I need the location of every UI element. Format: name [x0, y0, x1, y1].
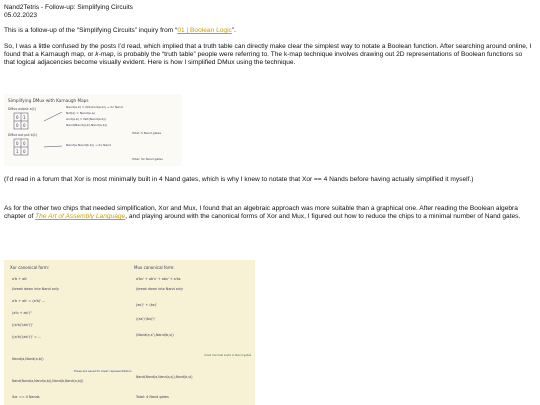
intro-text-after: ”. — [231, 27, 236, 35]
kmap-heading: Simplifying DMux with Karnaugh Maps — [8, 98, 89, 103]
kmap-grid-b — [14, 139, 28, 155]
kmap-line-7: Total: 5x Nand gates — [132, 157, 163, 161]
xor-paragraph: (I’d read in a forum that Xor is most minimally built in 4 Nand gates, which is why I knew to notate that Xor == 4 Nands before having actually simplified it myself.) — [4, 176, 474, 183]
svg-text:1: 1 — [23, 115, 26, 120]
svg-text:0: 0 — [16, 115, 19, 120]
kmap-arrow-a — [44, 112, 62, 121]
xor-line-4: (a'b + ab')'' — [12, 311, 32, 315]
boolean-logic-link[interactable]: 01 | Boolean Logic — [177, 27, 232, 35]
mux-line-3: (as')' + (bs)' — [136, 303, 157, 307]
mux-paragraph — [4, 205, 534, 221]
art-of-assembly-link[interactable]: The Art of Assembly Language — [35, 213, 126, 221]
xor-line-3: a'b + ab' = (a'b)' ... — [12, 299, 46, 303]
kmap-text-after: , is probably the “truth table” people were referring to. The k-map technique involves drawing out 2D representations of Boolean functions so that logical adjacencies become visually evident. Here is how I simplified DMux using the technique. — [4, 50, 523, 67]
mux-line-2: (break down into Nand only — [136, 287, 183, 291]
xor-note: these are saved to lower representations — [74, 369, 132, 373]
kmap-line-3: And(a,b) = Not(Nand(a,b)) — [66, 117, 106, 121]
algebra-notes-image — [4, 260, 255, 405]
xor-line-2: (break down into Nand only — [12, 287, 59, 291]
xor-line-6: ((a'b)'(ab')')' = ... — [12, 335, 42, 339]
mux-line-7: Total: 4 Nand gates — [136, 395, 169, 399]
mux-line-6: Nand(Nand(a,Nand(s,s)),Nand(b,s)) — [136, 375, 193, 379]
svg-text:0: 0 — [16, 141, 19, 146]
xor-heading: Xor canonical form: — [10, 265, 50, 270]
kmap-line-2: Not(a) = Nand(a,a) — [66, 111, 95, 115]
kmap-term: k-map — [95, 50, 114, 58]
kmap-line-1: Nand(a,b) = Not(And(a,b)) → 2x Nand — [66, 105, 123, 109]
kmap-arrow-b — [44, 146, 62, 147]
mux-line-5: (Nand(a,s'),Nand(b,s)) — [136, 333, 174, 337]
svg-text:0: 0 — [23, 141, 26, 146]
kmap-line-4: Nand(Nand(a,b),Nand(a,b)) — [66, 123, 108, 127]
page-title: Nand2Tetris - Follow-up: Simplifying Circuits — [4, 4, 133, 11]
kmap-line-5: Total: 5 Nand gates — [132, 131, 162, 135]
kmap-grid-a — [14, 113, 28, 129]
article — [4, 4, 534, 74]
intro-text-before: This is a follow-up of the “Simplifying Circuits” inquiry from “ — [4, 27, 178, 35]
intro-paragraph — [4, 27, 534, 35]
svg-text:0: 0 — [16, 123, 19, 128]
xor-line-5: ((a'b)'(ab')')' — [12, 323, 34, 327]
kmap-notes-image — [4, 94, 182, 166]
kmap-text-before: So, I was a little confused by the posts I’d read, which implied that a truth table can directly make clear the simplest way to notate a Boolean function. After searching around online, I found that a Karnaugh map, or — [4, 42, 532, 58]
mux-line-4: ((as')'(bs)')' — [136, 317, 156, 321]
svg-text:0: 0 — [23, 123, 26, 128]
mux-line-1: a'bs' + ab's' + abs' + a'bs — [136, 277, 181, 281]
post-date: 05.02.2023 — [4, 12, 38, 20]
xor-line-9: Xor == 4 Nands — [12, 395, 40, 399]
kmap-label-a: DMux output a(1) — [8, 107, 37, 111]
kmap-label-b: DMux out put b(1) — [8, 133, 38, 137]
mux-text-after: , and playing around with the canonical forms of Xor and Mux, I figured out how to reduce the chips to a minimal number of Nand gates. — [125, 213, 521, 221]
xor-line-1: a'b + ab' — [12, 277, 28, 281]
kmap-line-6: Nand(a,Nand(b,b)) → 2x Nand — [66, 143, 111, 147]
mux-text-before: As for the other two chips that needed simplification, Xor and Mux, I found that an algebraic approach was more suitable than a graphical one. After reading the Boolean algebra chapter of — [4, 205, 518, 221]
xor-line-8: Nand(Nand(a,Nand(a,b)),Nand(b,Nand(a,b))) — [12, 379, 84, 383]
mux-heading: Mux canonical form: — [134, 265, 175, 270]
kmap-paragraph — [4, 43, 534, 68]
xor-line-7: Nand(a,Nand(a,b)) — [12, 357, 44, 361]
mux-note: most minimal build in Nand gates — [204, 353, 252, 357]
svg-text:0: 0 — [23, 149, 26, 154]
svg-text:1: 1 — [16, 149, 19, 154]
